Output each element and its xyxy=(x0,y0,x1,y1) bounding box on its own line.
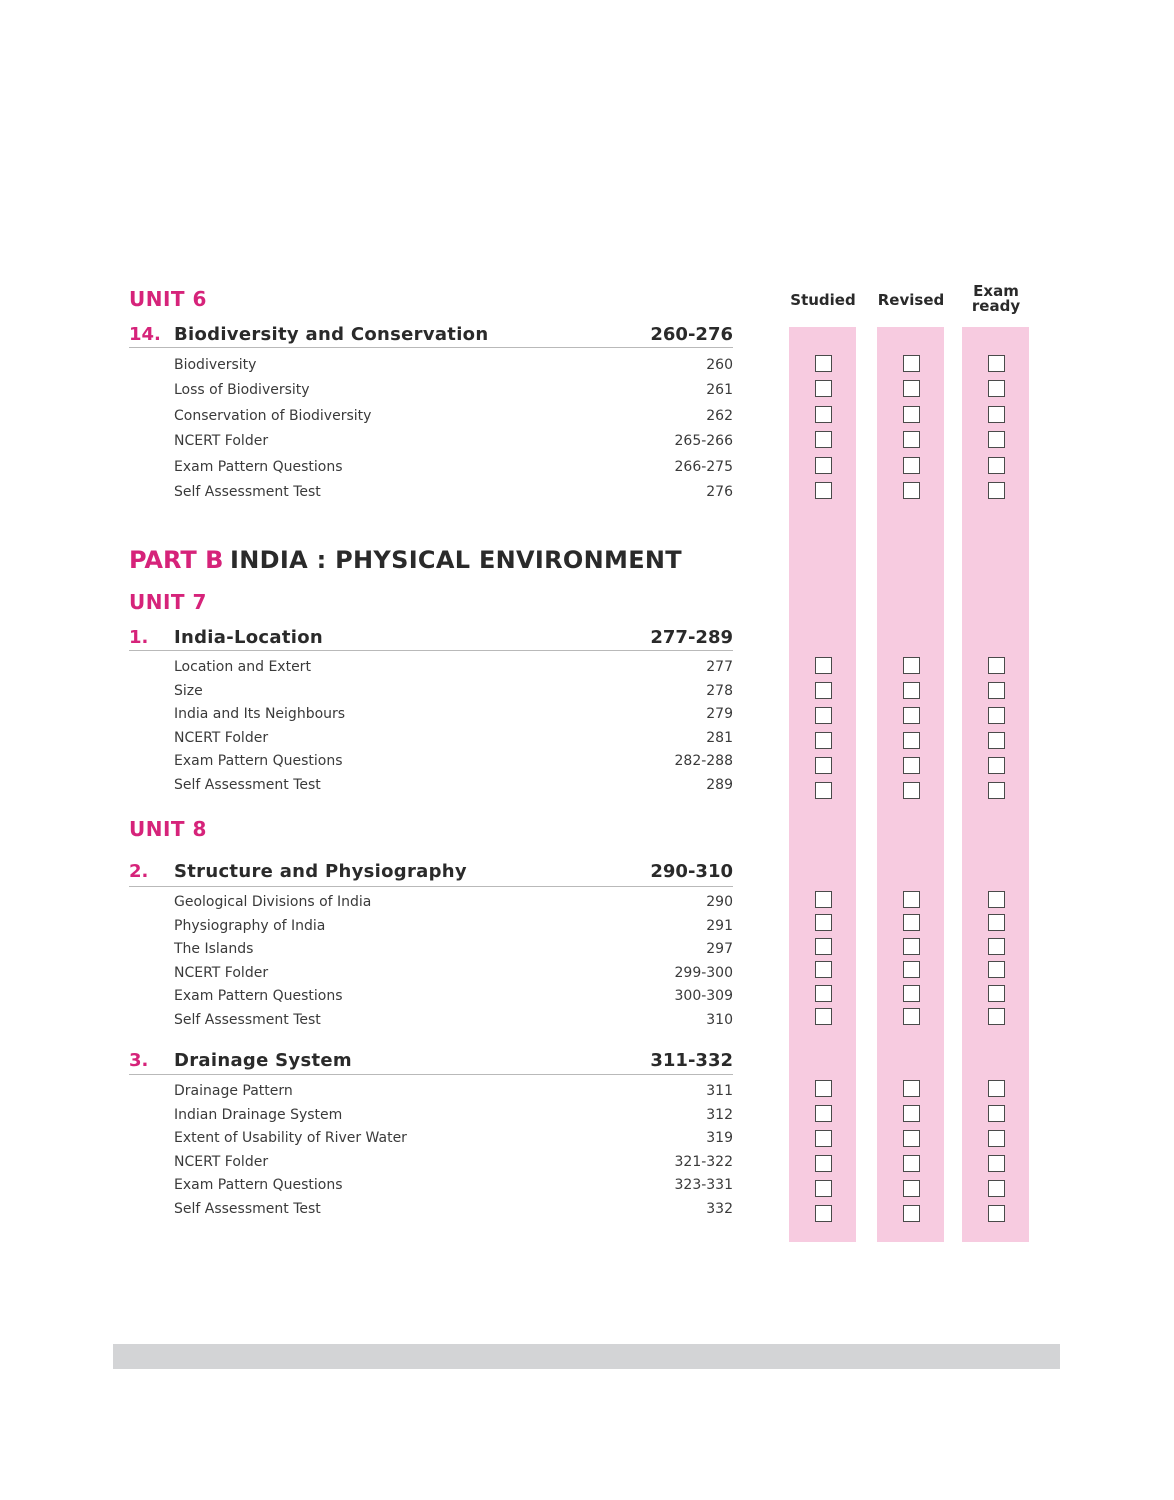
topic-title: NCERT Folder xyxy=(174,965,269,981)
revised-checkbox[interactable] xyxy=(903,380,920,397)
exam-ready-checkbox[interactable] xyxy=(988,482,1005,499)
topic-title: Exam Pattern Questions xyxy=(174,1177,343,1193)
revised-checkbox[interactable] xyxy=(903,707,920,724)
topic-page: 289 xyxy=(706,777,733,793)
topic-page: 281 xyxy=(706,730,733,746)
chapter-pages: 277-289 xyxy=(650,627,733,648)
topic-title: NCERT Folder xyxy=(174,730,269,746)
exam-ready-checkbox[interactable] xyxy=(988,757,1005,774)
studied-checkbox[interactable] xyxy=(815,406,832,423)
chapter-number: 1. xyxy=(129,627,149,648)
chapter-divider xyxy=(129,650,733,651)
exam-ready-checkbox[interactable] xyxy=(988,985,1005,1002)
revised-checkbox[interactable] xyxy=(903,732,920,749)
topic-page: 266-275 xyxy=(674,459,733,475)
exam-ready-checkbox[interactable] xyxy=(988,1205,1005,1222)
revised-checkbox[interactable] xyxy=(903,1080,920,1097)
topic-title: Biodiversity xyxy=(174,357,257,373)
studied-checkbox[interactable] xyxy=(815,914,832,931)
studied-checkbox[interactable] xyxy=(815,682,832,699)
column-header-studied: Studied xyxy=(790,291,856,309)
topic-title: The Islands xyxy=(174,941,254,957)
studied-checkbox[interactable] xyxy=(815,1130,832,1147)
revised-checkbox[interactable] xyxy=(903,1205,920,1222)
topic-title: Self Assessment Test xyxy=(174,1012,321,1028)
exam-ready-checkbox[interactable] xyxy=(988,457,1005,474)
topic-page: 300-309 xyxy=(674,988,733,1004)
exam-ready-checkbox[interactable] xyxy=(988,431,1005,448)
topic-title: Drainage Pattern xyxy=(174,1083,293,1099)
topic-page: 299-300 xyxy=(674,965,733,981)
revised-checkbox[interactable] xyxy=(903,1180,920,1197)
exam-ready-checkbox[interactable] xyxy=(988,1130,1005,1147)
studied-checkbox[interactable] xyxy=(815,757,832,774)
exam-ready-checkbox[interactable] xyxy=(988,657,1005,674)
exam-ready-checkbox[interactable] xyxy=(988,1180,1005,1197)
exam-ready-checkbox[interactable] xyxy=(988,1008,1005,1025)
footer-bar xyxy=(113,1344,1060,1369)
studied-checkbox[interactable] xyxy=(815,1008,832,1025)
studied-checkbox[interactable] xyxy=(815,657,832,674)
exam-ready-checkbox[interactable] xyxy=(988,1105,1005,1122)
revised-checkbox[interactable] xyxy=(903,482,920,499)
exam-ready-checkbox[interactable] xyxy=(988,1080,1005,1097)
chapter-pages: 311-332 xyxy=(650,1050,733,1071)
topic-page: 282-288 xyxy=(674,753,733,769)
studied-checkbox[interactable] xyxy=(815,1080,832,1097)
exam-ready-checkbox[interactable] xyxy=(988,682,1005,699)
studied-checkbox[interactable] xyxy=(815,707,832,724)
exam-ready-checkbox[interactable] xyxy=(988,1155,1005,1172)
topic-title: Self Assessment Test xyxy=(174,484,321,500)
topic-page: 278 xyxy=(706,683,733,699)
studied-checkbox[interactable] xyxy=(815,891,832,908)
studied-checkbox[interactable] xyxy=(815,985,832,1002)
exam-ready-checkbox[interactable] xyxy=(988,914,1005,931)
exam-ready-checkbox[interactable] xyxy=(988,782,1005,799)
topic-page: 319 xyxy=(706,1130,733,1146)
topic-title: Extent of Usability of River Water xyxy=(174,1130,407,1146)
topic-title: Location and Extert xyxy=(174,659,311,675)
revised-checkbox[interactable] xyxy=(903,1105,920,1122)
chapter-title: Structure and Physiography xyxy=(174,861,467,882)
part-title: INDIA : PHYSICAL ENVIRONMENT xyxy=(230,546,682,574)
revised-checkbox[interactable] xyxy=(903,682,920,699)
topic-title: Exam Pattern Questions xyxy=(174,753,343,769)
studied-checkbox[interactable] xyxy=(815,1180,832,1197)
topic-title: Indian Drainage System xyxy=(174,1107,343,1123)
studied-checkbox[interactable] xyxy=(815,782,832,799)
topic-title: India and Its Neighbours xyxy=(174,706,346,722)
part-label: PART B xyxy=(129,546,224,574)
topic-title: NCERT Folder xyxy=(174,1154,269,1170)
column-header-revised: Revised xyxy=(877,291,945,309)
topic-page: 261 xyxy=(706,382,733,398)
studied-checkbox[interactable] xyxy=(815,732,832,749)
exam-ready-checkbox[interactable] xyxy=(988,961,1005,978)
studied-checkbox[interactable] xyxy=(815,431,832,448)
studied-checkbox[interactable] xyxy=(815,961,832,978)
topic-page: 290 xyxy=(706,894,733,910)
unit-heading: UNIT 7 xyxy=(129,590,207,614)
exam-ready-checkbox[interactable] xyxy=(988,891,1005,908)
topic-title: NCERT Folder xyxy=(174,433,269,449)
topic-page: 312 xyxy=(706,1107,733,1123)
topic-title: Self Assessment Test xyxy=(174,1201,321,1217)
revised-checkbox[interactable] xyxy=(903,914,920,931)
topic-title: Geological Divisions of India xyxy=(174,894,372,910)
revised-checkbox[interactable] xyxy=(903,457,920,474)
topic-title: Physiography of India xyxy=(174,918,326,934)
revised-checkbox[interactable] xyxy=(903,961,920,978)
chapter-divider xyxy=(129,1074,733,1075)
studied-checkbox[interactable] xyxy=(815,938,832,955)
chapter-pages: 260-276 xyxy=(650,324,733,345)
chapter-number: 3. xyxy=(129,1050,149,1071)
exam-ready-checkbox[interactable] xyxy=(988,355,1005,372)
topic-title: Conservation of Biodiversity xyxy=(174,408,372,424)
exam-ready-checkbox[interactable] xyxy=(988,380,1005,397)
chapter-divider xyxy=(129,347,733,348)
revised-checkbox[interactable] xyxy=(903,938,920,955)
topic-page: 265-266 xyxy=(674,433,733,449)
topic-page: 260 xyxy=(706,357,733,373)
revised-checkbox[interactable] xyxy=(903,985,920,1002)
revised-checkbox[interactable] xyxy=(903,1130,920,1147)
chapter-number: 2. xyxy=(129,861,149,882)
unit-heading: UNIT 8 xyxy=(129,817,207,841)
chapter-pages: 290-310 xyxy=(650,861,733,882)
revised-checkbox[interactable] xyxy=(903,431,920,448)
revised-checkbox[interactable] xyxy=(903,406,920,423)
topic-page: 279 xyxy=(706,706,733,722)
topic-page: 297 xyxy=(706,941,733,957)
studied-checkbox[interactable] xyxy=(815,457,832,474)
revised-checkbox[interactable] xyxy=(903,891,920,908)
topic-page: 277 xyxy=(706,659,733,675)
exam-ready-checkbox[interactable] xyxy=(988,707,1005,724)
topic-title: Exam Pattern Questions xyxy=(174,988,343,1004)
topic-page: 321-322 xyxy=(674,1154,733,1170)
studied-checkbox[interactable] xyxy=(815,1105,832,1122)
revised-checkbox[interactable] xyxy=(903,355,920,372)
topic-page: 310 xyxy=(706,1012,733,1028)
topic-title: Exam Pattern Questions xyxy=(174,459,343,475)
revised-checkbox[interactable] xyxy=(903,657,920,674)
topic-page: 332 xyxy=(706,1201,733,1217)
topic-page: 311 xyxy=(706,1083,733,1099)
revised-checkbox[interactable] xyxy=(903,1008,920,1025)
revised-checkbox[interactable] xyxy=(903,782,920,799)
exam-ready-checkbox[interactable] xyxy=(988,938,1005,955)
studied-checkbox[interactable] xyxy=(815,1155,832,1172)
revised-checkbox[interactable] xyxy=(903,757,920,774)
studied-checkbox[interactable] xyxy=(815,380,832,397)
revised-checkbox[interactable] xyxy=(903,1155,920,1172)
column-header-exam-ready: Exam ready xyxy=(971,282,1021,315)
studied-checkbox[interactable] xyxy=(815,1205,832,1222)
chapter-title: India-Location xyxy=(174,627,323,648)
unit-heading: UNIT 6 xyxy=(129,287,207,311)
studied-checkbox[interactable] xyxy=(815,482,832,499)
exam-ready-checkbox[interactable] xyxy=(988,732,1005,749)
exam-ready-checkbox[interactable] xyxy=(988,406,1005,423)
studied-checkbox[interactable] xyxy=(815,355,832,372)
topic-title: Self Assessment Test xyxy=(174,777,321,793)
topic-title: Loss of Biodiversity xyxy=(174,382,310,398)
topic-page: 291 xyxy=(706,918,733,934)
topic-page: 323-331 xyxy=(674,1177,733,1193)
chapter-title: Biodiversity and Conservation xyxy=(174,324,489,345)
topic-page: 276 xyxy=(706,484,733,500)
topic-page: 262 xyxy=(706,408,733,424)
chapter-title: Drainage System xyxy=(174,1050,352,1071)
chapter-divider xyxy=(129,886,733,887)
chapter-number: 14. xyxy=(129,324,161,345)
topic-title: Size xyxy=(174,683,203,699)
